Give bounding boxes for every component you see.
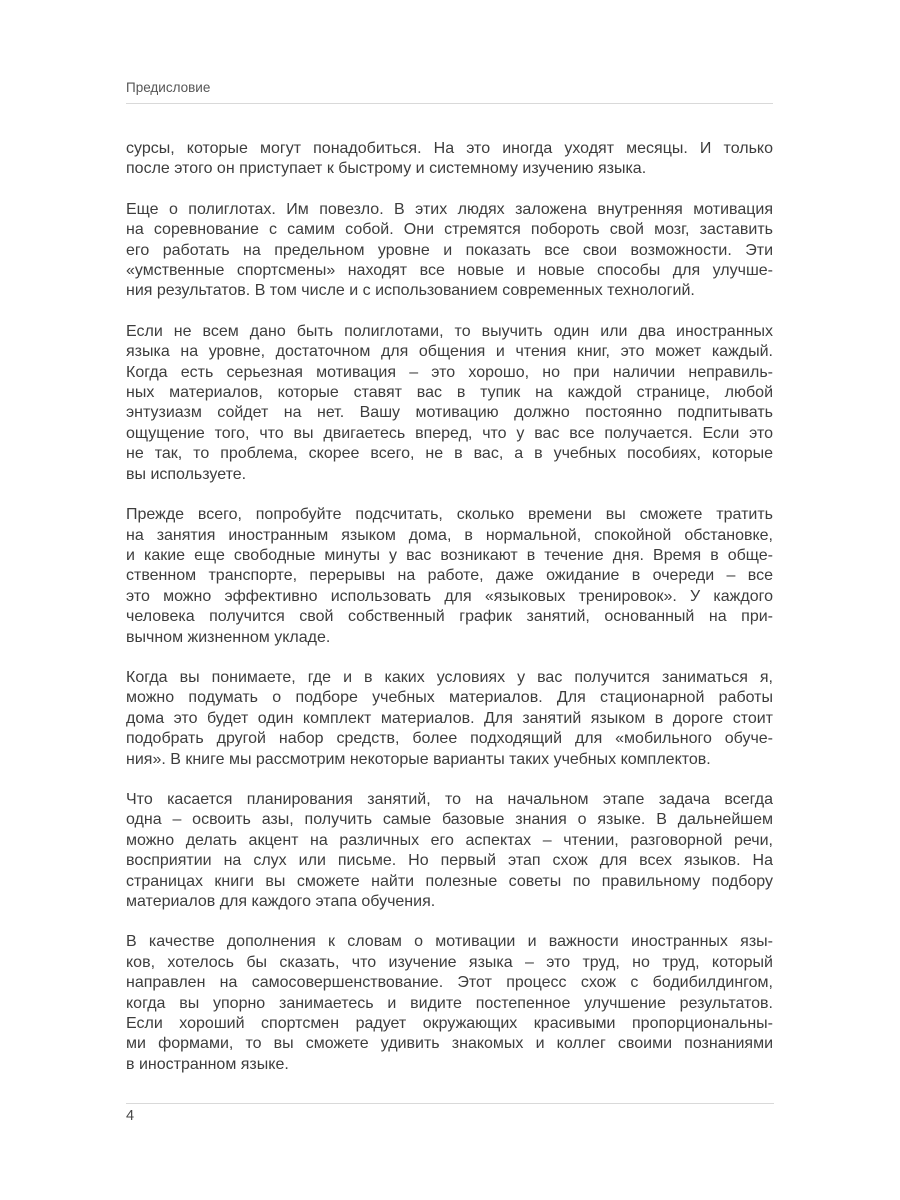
paragraph xyxy=(126,932,773,1075)
text-line: Если не всем дано быть полиглотами, то выучить один или два иностранных xyxy=(126,322,773,340)
text-line: его работать на предельном уровне и показать все свои возможности. Эти xyxy=(126,241,773,259)
text-line: «умственные спортсмены» находят все новые и новые способы для улучше- xyxy=(126,262,773,280)
text-line: Прежде всего, попробуйте подсчитать, сколько времени вы сможете тратить xyxy=(126,506,773,524)
text-line: человека получится свой собственный график занятий, основанный на при- xyxy=(126,608,773,626)
text-line: энтузиазм сойдет на нет. Вашу мотивацию должно постоянно подпитывать xyxy=(126,404,773,422)
page-header xyxy=(126,80,773,104)
text-line: когда вы упорно занимаетесь и видите постепенное улучшение результатов. xyxy=(126,994,773,1012)
text-line: ния». В книге мы рассмотрим некоторые варианты таких учебных комплектов. xyxy=(126,750,711,768)
paragraph xyxy=(126,790,773,912)
text-line: на соревнование с самим собой. Они стремятся побороть свой мозг, заставить xyxy=(126,221,773,239)
text-line: ков, хотелось бы сказать, что изучение языка – это труд, но труд, который xyxy=(126,953,773,971)
text-line: Еще о полиглотах. Им повезло. В этих людях заложена внутренняя мотивация xyxy=(126,200,773,218)
text-line: ных материалов, которые ставят вас в тупик на каждой странице, любой xyxy=(126,384,773,402)
text-line: это можно эффективно использовать для «языковых тренировок». У каждого xyxy=(126,587,773,605)
page-footer xyxy=(126,1103,774,1124)
paragraph xyxy=(126,139,773,180)
text-line: сурсы, которые могут понадобиться. На это иногда уходят месяцы. И только xyxy=(126,140,773,157)
text-line: на занятия иностранным языком дома, в нормальной, спокойной обстановке, xyxy=(126,526,773,544)
text-line: страницах книги вы сможете найти полезные советы по правильному подбору xyxy=(126,872,773,890)
paragraph xyxy=(126,200,773,302)
text-line: материалов для каждого этапа обучения. xyxy=(126,893,436,910)
text-line: языка на уровне, достаточном для общения и чтения книг, это может каждый. xyxy=(126,343,773,361)
text-line: восприятии на слух или письме. Но первый этап схож для всех языков. На xyxy=(126,852,773,870)
text-line: ощущение того, что вы двигаетесь вперед, что у вас все получается. Если это xyxy=(126,424,773,442)
text-line: дома это будет один комплект материалов. Для занятий языком в дороге стоит xyxy=(126,709,773,727)
text-line: направлен на самосовершенствование. Этот процесс схож с бодибилдингом, xyxy=(126,974,773,992)
text-line: ми формами, то вы сможете удивить знакомых и коллег своими познаниями xyxy=(126,1035,773,1053)
text-line: не так, то проблема, скорее всего, не в вас, а в учебных пособиях, которые xyxy=(126,445,773,463)
text-line: можно подумать о подборе учебных материалов. Для стационарной работы xyxy=(126,689,773,707)
text-line: можно делать акцент на различных его аспектах – чтении, разговорной речи, xyxy=(126,831,773,849)
paragraph xyxy=(126,322,773,485)
text-line: подобрать другой набор средств, более подходящий для «мобильного обуче- xyxy=(126,730,773,748)
text-line: и какие еще свободные минуты у вас возникают в течение дня. Время в обще- xyxy=(126,546,773,564)
running-title: Предисловие xyxy=(126,80,211,95)
text-line: после этого он приступает к быстрому и системному изучению языка. xyxy=(126,160,647,178)
text-line: В качестве дополнения к словам о мотивации и важности иностранных язы- xyxy=(126,933,773,951)
page-body xyxy=(126,139,773,1075)
text-line: в иностранном языке. xyxy=(126,1055,289,1073)
text-line: Когда есть серьезная мотивация – это хорошо, но при наличии неправиль- xyxy=(126,363,773,381)
text-line: Что касается планирования занятий, то на начальном этапе задача всегда xyxy=(126,790,773,808)
text-line: одна – освоить азы, получить самые базовые знания о языке. В дальнейшем xyxy=(126,811,773,829)
text-line: вы используете. xyxy=(126,465,247,483)
text-line: Когда вы понимаете, где и в каких условиях у вас получится заниматься я, xyxy=(126,668,773,686)
paragraph xyxy=(126,505,773,648)
text-line: ственном транспорте, перерывы на работе, даже ожидание в очереди – все xyxy=(126,567,773,585)
paragraph xyxy=(126,668,773,770)
page-number: 4 xyxy=(126,1108,135,1124)
text-line: Если хороший спортсмен радует окружающих красивыми пропорциональны- xyxy=(126,1015,773,1033)
text-line: ния результатов. В том числе и с использованием современных технологий. xyxy=(126,282,695,300)
text-line: вычном жизненном укладе. xyxy=(126,628,331,646)
